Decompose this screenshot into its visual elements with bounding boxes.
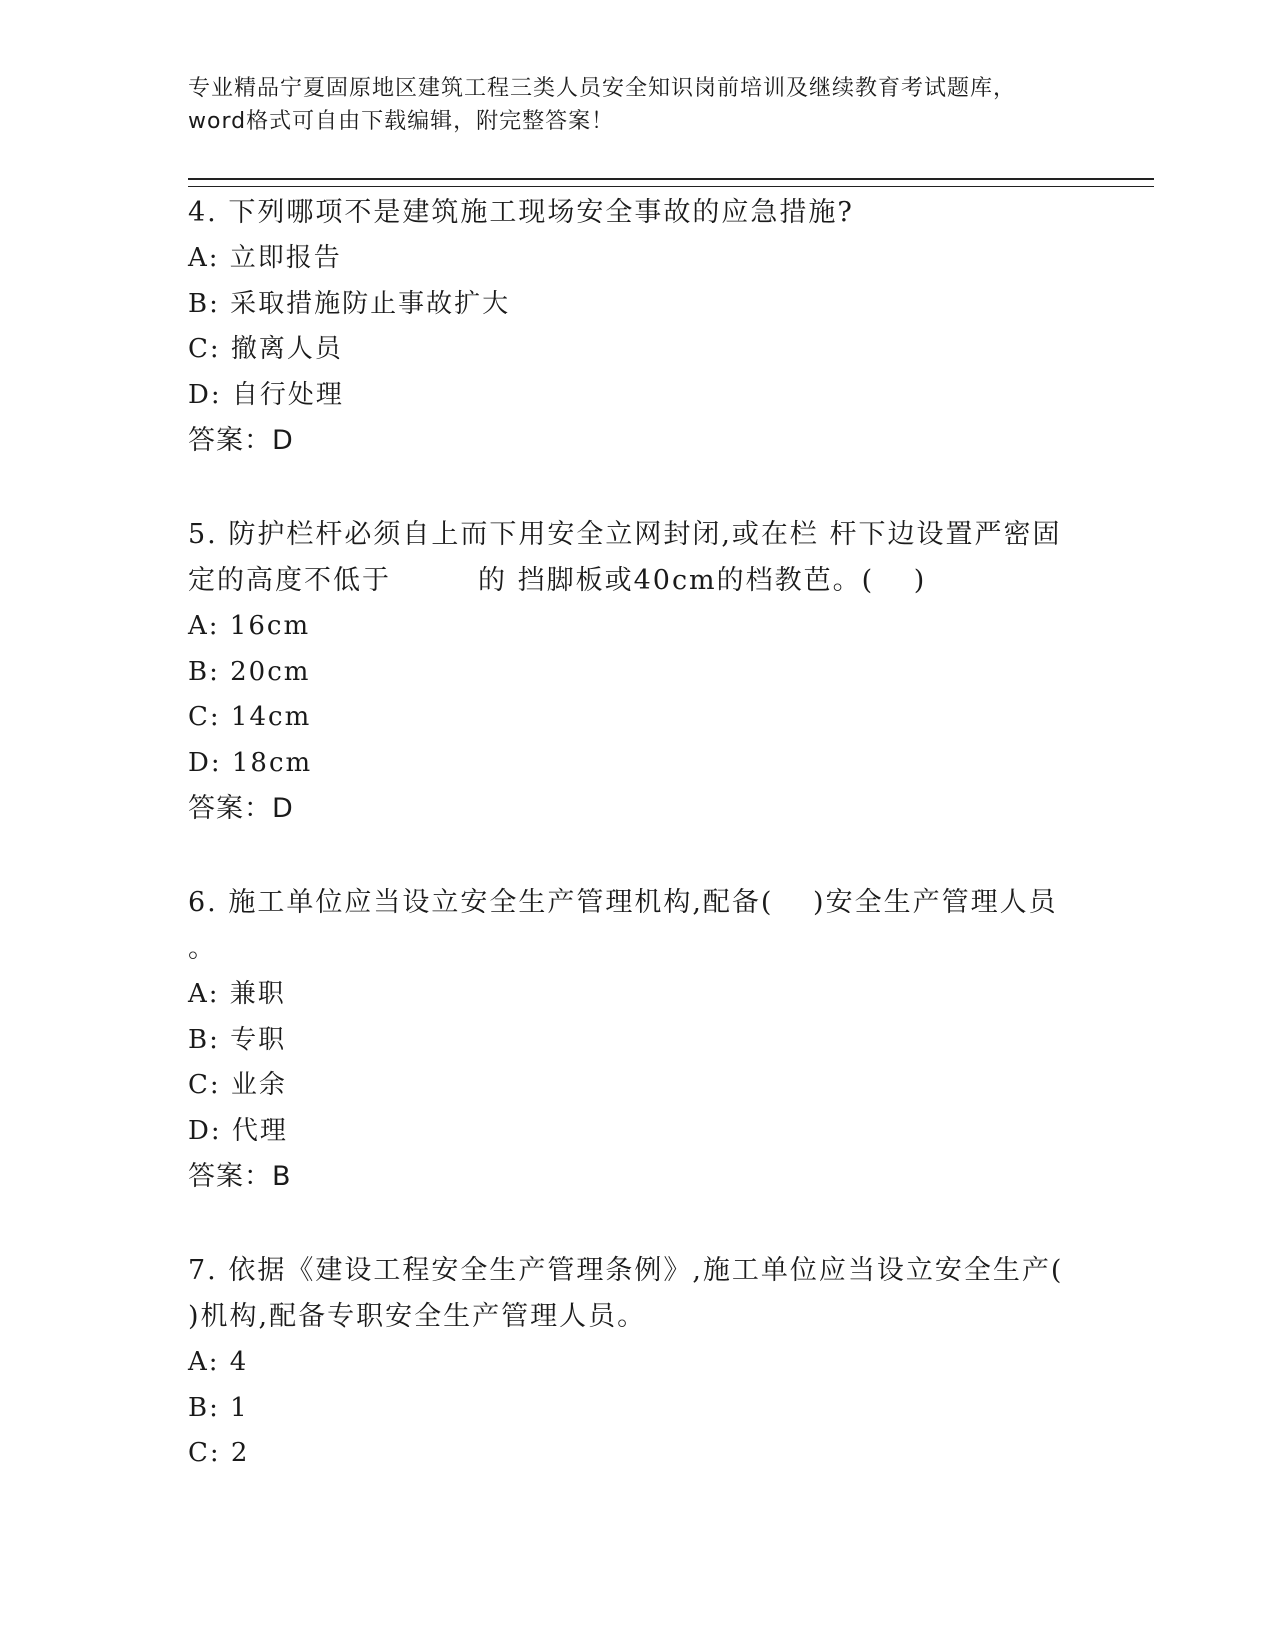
question-text-line-1: 5. 防护栏杆必须自上而下用安全立网封闭,或在栏 杆下边设置严密固 [188,519,1062,550]
option-d: D: 18cm [188,747,313,778]
question-4 [188,190,1078,464]
option-b: B: 专职 [188,1024,287,1055]
option-a: A: 立即报告 [188,243,342,273]
option-b: B: 20cm [188,656,311,687]
question-text-line-1: 7. 依据《建设工程安全生产管理条例》,施工单位应当设立安全生产( [188,1255,1064,1286]
option-a: A: 兼职 [188,979,286,1009]
question-list [188,190,1078,1525]
header-divider [188,178,1154,187]
header-line-1: 专业精品宁夏固原地区建筑工程三类人员安全知识岗前培训及继续教育考试题库， [188,76,1017,101]
question-5 [188,512,1078,832]
question-7 [188,1248,1078,1477]
option-c: C: 业余 [188,1070,287,1100]
question-text-line-2: )机构,配备专职安全生产管理人员。 [188,1301,647,1332]
question-6 [188,880,1078,1200]
answer: 答案：B [188,1161,292,1192]
option-c: C: 2 [188,1438,250,1468]
option-d: D: 自行处理 [188,379,344,410]
document-header [188,72,1088,138]
question-text-line-2: 。 [188,933,217,964]
option-a: A: 4 [188,1347,249,1377]
answer: 答案：D [188,425,294,456]
option-b: B: 采取措施防止事故扩大 [188,288,511,319]
answer: 答案：D [188,793,294,824]
option-d: D: 代理 [188,1115,288,1146]
question-text-line-2: 定的高度不低于 的 挡脚板或40cm的档教芭。( ) [188,565,927,596]
option-c: C: 14cm [188,702,312,732]
question-text: 4. 下列哪项不是建筑施工现场安全事故的应急措施? [188,197,854,228]
header-line-2: word格式可自由下载编辑，附完整答案！ [188,109,615,134]
option-b: B: 1 [188,1392,249,1423]
question-text-line-1: 6. 施工单位应当设立安全生产管理机构,配备( )安全生产管理人员 [188,887,1058,918]
option-c: C: 撤离人员 [188,334,343,364]
option-a: A: 16cm [188,611,311,641]
